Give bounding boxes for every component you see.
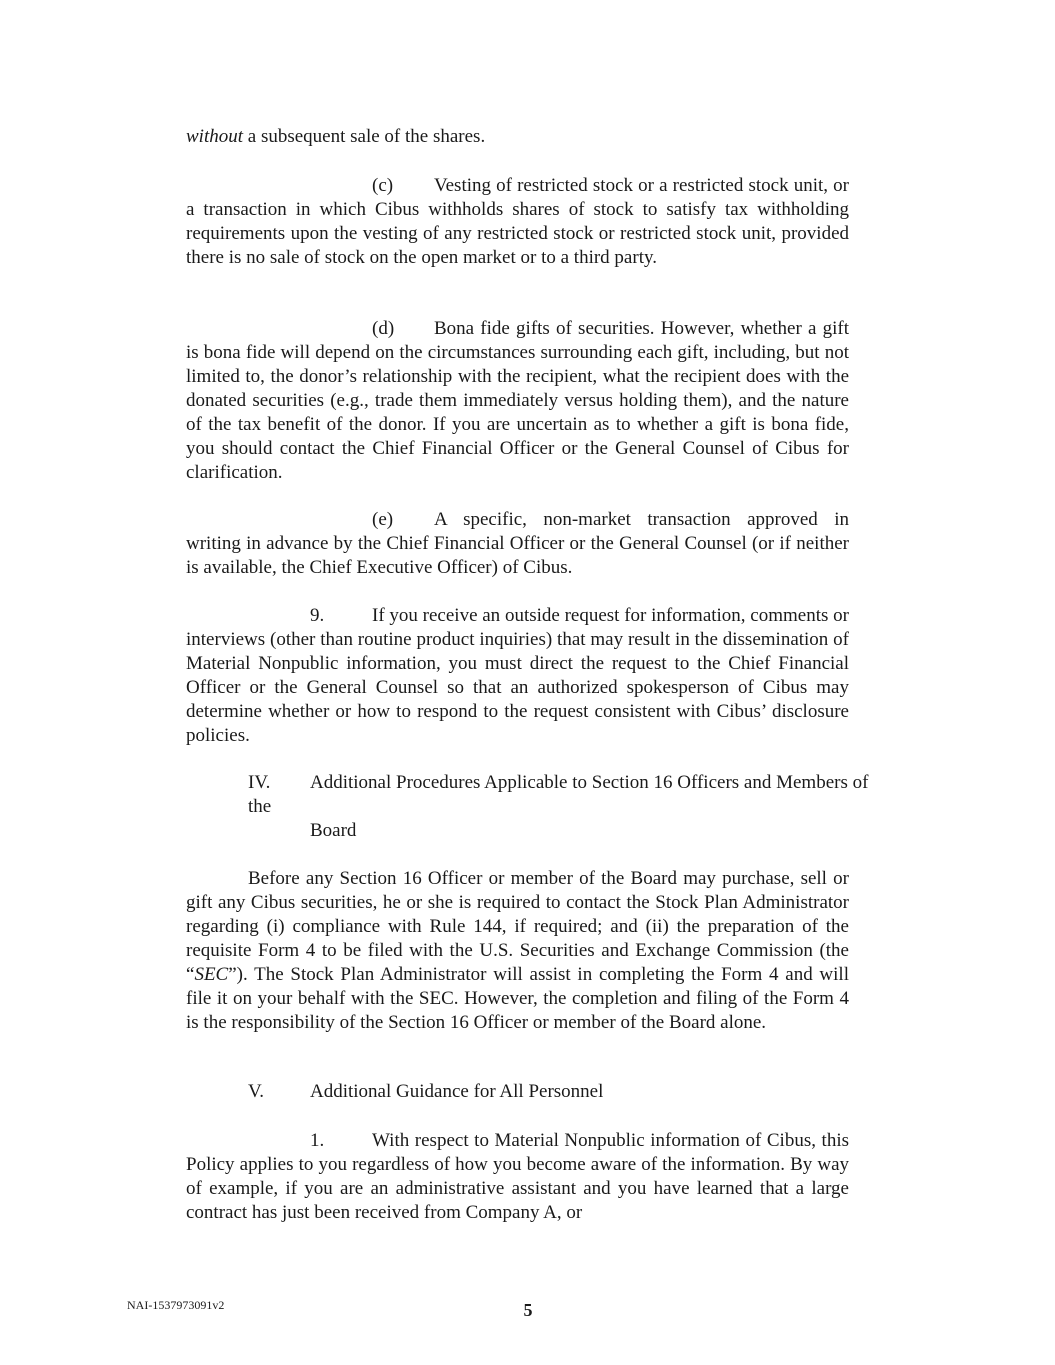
- item-1-text: With respect to Material Nonpublic information of Cibus, this Policy applies to you regardless of how you become aware of the information. By way of example, if you are an administrative assistant and you have learned that a large contract has just been received from Company A, or: [186, 1130, 849, 1223]
- paragraph-item-9: [186, 604, 849, 748]
- paragraph-section-iv: [186, 867, 849, 1035]
- continuation-text: a subsequent sale of the shares.: [243, 126, 486, 147]
- document-id: NAI-1537973091v2: [127, 1298, 225, 1312]
- item-9-label: 9.: [310, 605, 325, 626]
- item-e-text: A specific, non-market transaction approved in writing in advance by the Chief Financial Officer or the General Counsel (or if neither is available, the Chief Executive Officer) of Cibus.: [186, 509, 849, 578]
- sec-emphasis: SEC: [194, 964, 229, 985]
- section-iv-title-line1: Additional Procedures Applicable to Section 16 Officers and Members of: [310, 772, 869, 793]
- item-c-text: Vesting of restricted stock or a restricted stock unit, or a transaction in which Cibus withholds shares of stock to satisfy tax withholding requirements upon the vesting of any restricted stock or restricted stock unit, provided there is no sale of stock on the open market or to a third party.: [186, 175, 849, 268]
- paragraph-item-e: [186, 508, 849, 580]
- section-iv-heading: [248, 771, 948, 843]
- item-9-text: If you receive an outside request for information, comments or interviews (other than routine product inquiries) that may result in the dissemination of Material Nonpublic information, you must direct the request to the Chief Financial Officer or the General Counsel so that an authorized spokesperson of Cibus may determine whether or how to respond to the request consistent with Cibus’ disclosure policies.: [186, 605, 849, 746]
- continuation-line: [186, 125, 849, 149]
- section-v-title: Additional Guidance for All Personnel: [310, 1081, 604, 1102]
- page-number: 5: [523, 1300, 533, 1320]
- section-iv-numeral: IV.: [248, 772, 271, 793]
- item-d-text: Bona fide gifts of securities. However, whether a gift is bona fide will depend on the circumstances surrounding each gift, including, but not limited to, the donor’s relationship with the recipient, what the recipient does with the donated securities (e.g., trade them immediately versus holding them), and the nature of the tax benefit of the donor. If you are uncertain as to whether a gift is bona fide, you should contact the Chief Financial Officer or the General Counsel of Cibus for clarification.: [186, 318, 849, 483]
- item-c-label: (c): [372, 175, 394, 196]
- emphasis-without: without: [186, 126, 244, 147]
- paragraph-item-c: [186, 174, 849, 270]
- item-d-label: (d): [372, 318, 395, 339]
- item-1-label: 1.: [310, 1130, 325, 1151]
- section-v-numeral: V.: [248, 1081, 265, 1102]
- section-iv-title-line3: Board: [310, 820, 357, 841]
- paragraph-item-1: [186, 1129, 849, 1225]
- paragraph-item-d: [186, 317, 849, 485]
- item-e-label: (e): [372, 509, 394, 530]
- section-iv-heading-line1: [248, 771, 948, 795]
- section-v-heading: [248, 1080, 948, 1104]
- section-iv-text-before: Before any Section 16 Officer or member of the Board may purchase, sell or gift any Cibus securities, he or she is required to contact the Stock Plan Administrator regarding (i) compliance with Rule 144, if required; and (ii) the preparation of the requisite Form 4 to be filed with the U.S. Securities and Exchange Commission (the “: [186, 868, 849, 985]
- section-iv-text-after: ”). The Stock Plan Administrator will assist in completing the Form 4 and will file it on your behalf with the SEC. However, the completion and filing of the Form 4 is the responsibility of the Section 16 Officer or member of the Board alone.: [186, 964, 849, 1033]
- section-iv-title-line2: the: [248, 796, 272, 817]
